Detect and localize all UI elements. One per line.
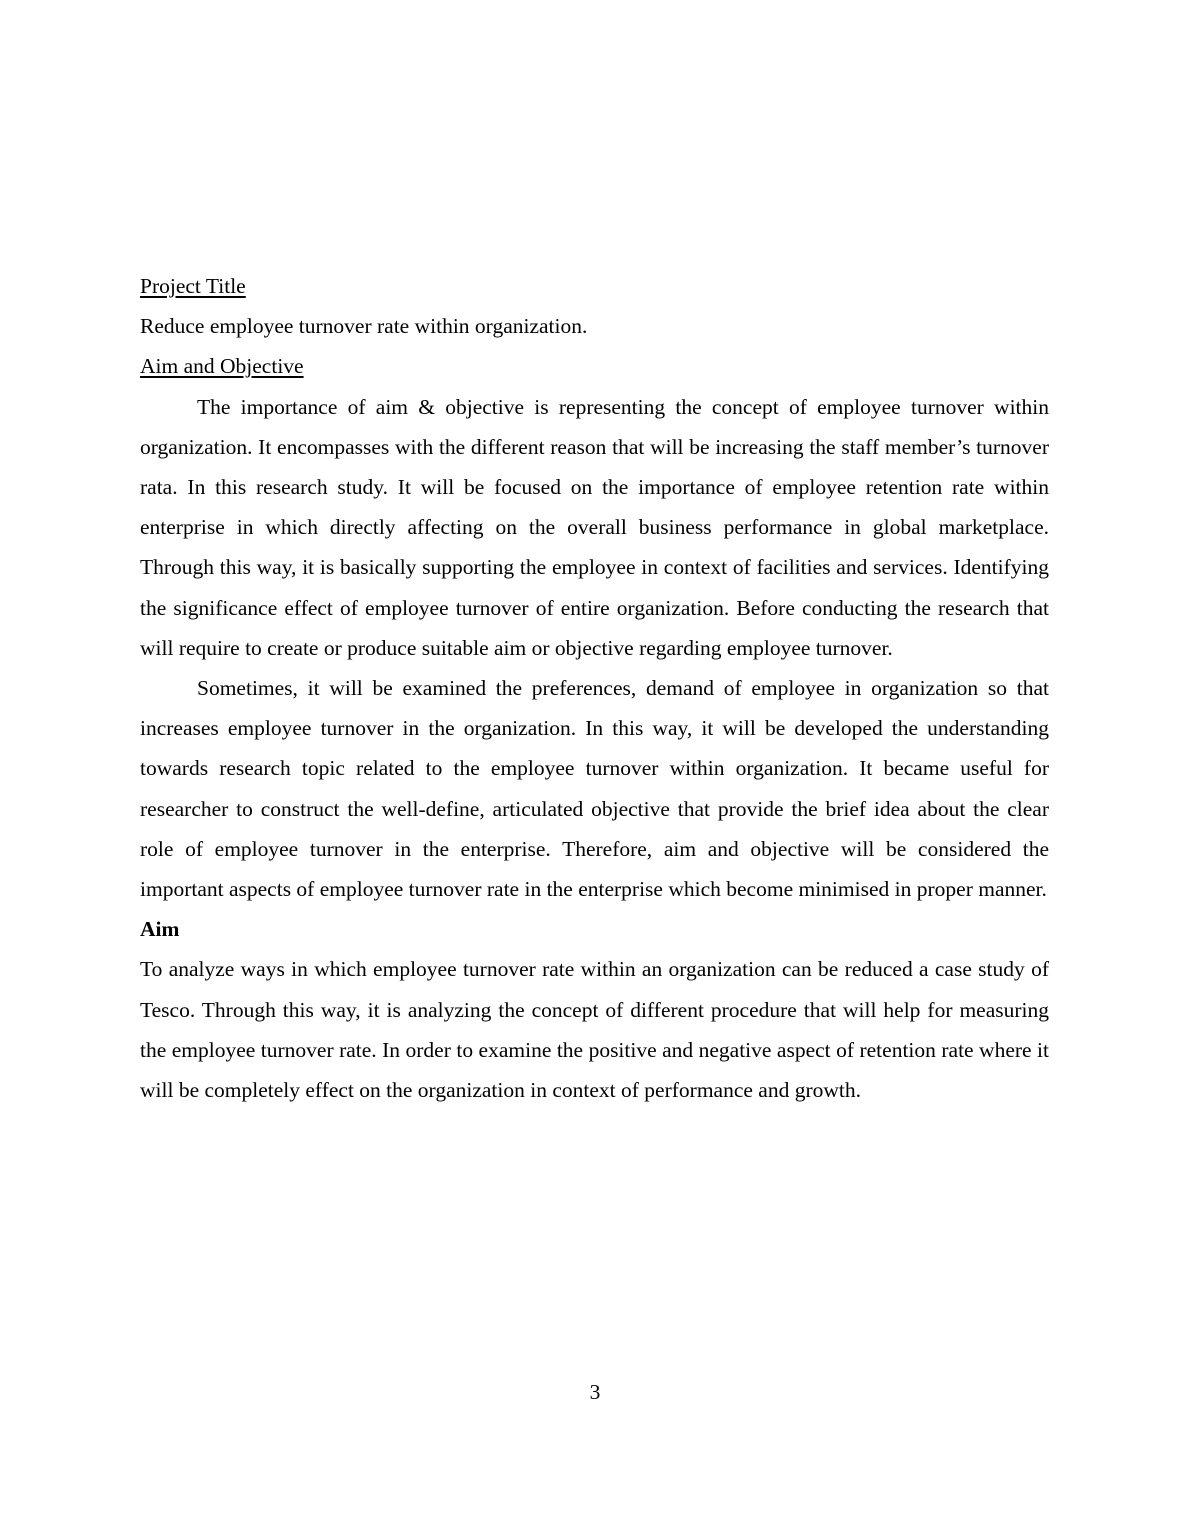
- project-title-text: Reduce employee turnover rate within organization.: [140, 314, 588, 339]
- aim-objective-paragraph-2: Sometimes, it will be examined the preferences, demand of employee in organization so that increases employee turnover in the organization. In this way, it will be developed the understanding towards research topic related to the employee turnover within organization. It became useful for researcher to construct the well-define, articulated objective that provide the brief idea about the clear role of employee turnover in the enterprise. Therefore, aim and objective will be considered the important aspects of employee turnover rate in the enterprise which become minimised in proper manner.: [140, 676, 1049, 902]
- page-body: [140, 266, 1049, 1110]
- aim-heading: Aim: [140, 917, 180, 942]
- page-number: 3: [589, 1380, 601, 1404]
- aim-objective-heading: Aim and Objective: [140, 354, 304, 379]
- aim-objective-paragraph-1: The importance of aim & objective is representing the concept of employee turnover within organization. It encompasses with the different reason that will be increasing the staff member’s turnover rata. In this research study. It will be focused on the importance of employee retention rate within enterprise in which directly affecting on the overall business performance in global marketplace. Through this way, it is basically supporting the employee in context of facilities and services. Identifying the significance effect of employee turnover of entire organization. Before conducting the research that will require to create or produce suitable aim or objective regarding employee turnover.: [140, 394, 1049, 660]
- aim-paragraph: To analyze ways in which employee turnover rate within an organization can be reduced a case study of Tesco. Through this way, it is analyzing the concept of different procedure that will help for measuring the employee turnover rate. In order to examine the positive and negative aspect of retention rate where it will be completely effect on the organization in context of performance and growth.: [140, 957, 1049, 1103]
- project-title-heading: Project Title: [140, 274, 246, 298]
